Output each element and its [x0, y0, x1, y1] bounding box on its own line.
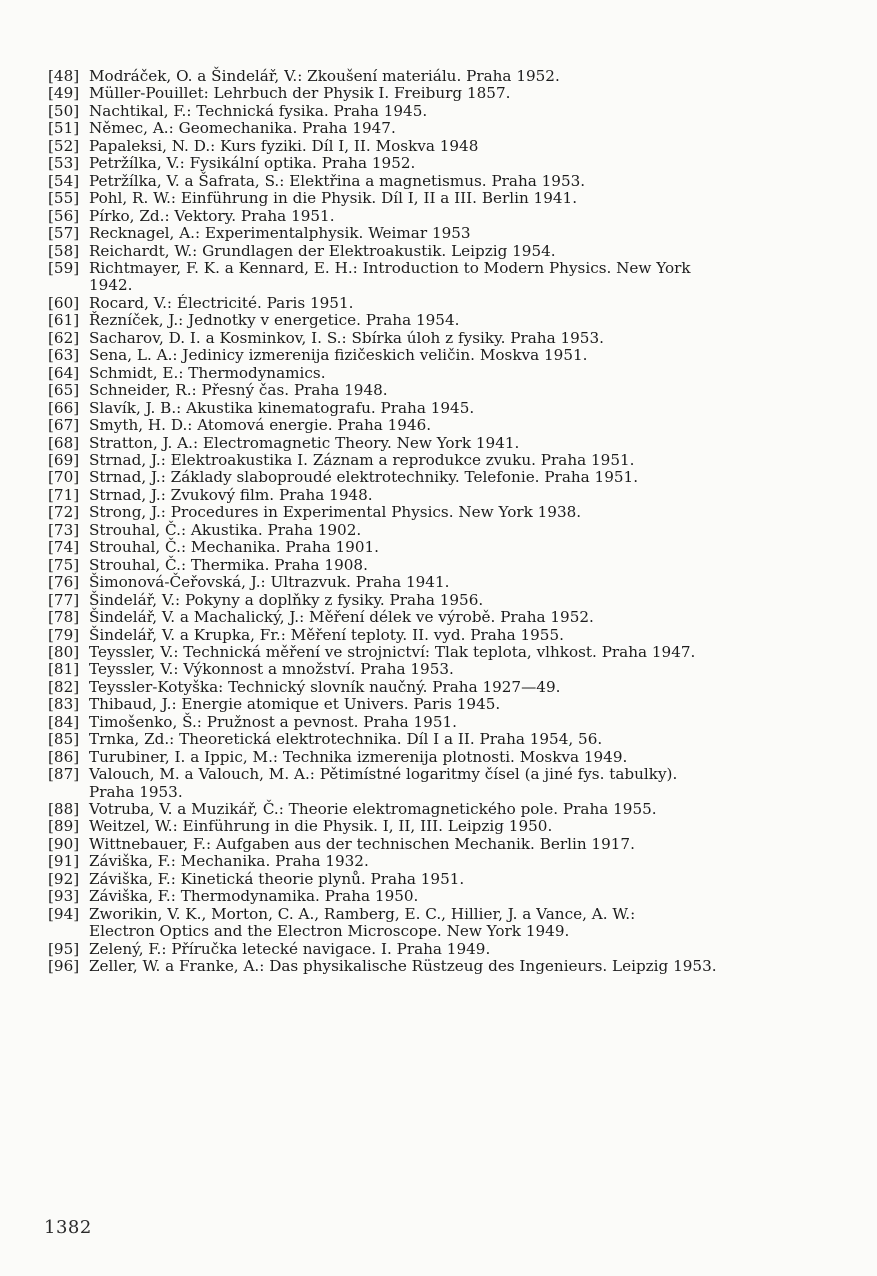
- reference-entry: [48, 190, 818, 207]
- reference-entry: [48, 103, 818, 120]
- reference-text: Strouhal, Č.: Thermika. Praha 1908.: [89, 555, 368, 574]
- reference-number: [54]: [48, 171, 80, 190]
- reference-entry: [48, 627, 818, 644]
- reference-entry: [48, 906, 818, 941]
- reference-text: Weitzel, W.: Einführung in die Physik. I, II, III. Leipzig 1950.: [89, 817, 553, 836]
- reference-text: Zeller, W. a Franke, A.: Das physikalische Rüstzeug des Ingenieurs. Leipzig 1953.: [89, 957, 717, 976]
- reference-entry: [48, 173, 818, 190]
- reference-entry: [48, 347, 818, 364]
- reference-number: [94]: [48, 904, 80, 923]
- reference-entry: [48, 818, 818, 835]
- reference-number: [86]: [48, 747, 80, 766]
- reference-text: Pohl, R. W.: Einführung in die Physik. Díl I, II a III. Berlin 1941.: [89, 189, 578, 208]
- reference-text: Richtmayer, F. K. a Kennard, E. H.: Introduction to Modern Physics. New York 1942.: [89, 258, 691, 295]
- reference-entry: [48, 731, 818, 748]
- reference-text: Müller-Pouillet: Lehrbuch der Physik I. Freiburg 1857.: [89, 84, 511, 103]
- reference-entry: [48, 504, 818, 521]
- reference-number: [57]: [48, 224, 80, 243]
- reference-text: Nachtikal, F.: Technická fysika. Praha 1945.: [89, 101, 428, 120]
- reference-text: Záviška, F.: Mechanika. Praha 1932.: [89, 852, 369, 871]
- reference-entry: [48, 958, 818, 975]
- reference-text: Pírko, Zd.: Vektory. Praha 1951.: [89, 206, 335, 225]
- reference-text: Strouhal, Č.: Mechanika. Praha 1901.: [89, 538, 380, 557]
- reference-entry: [48, 365, 818, 382]
- reference-number: [83]: [48, 695, 80, 714]
- reference-entry: [48, 609, 818, 626]
- reference-text: Wittnebauer, F.: Aufgaben aus der technischen Mechanik. Berlin 1917.: [89, 834, 635, 853]
- reference-text: Reichardt, W.: Grundlagen der Elektroakustik. Leipzig 1954.: [89, 241, 556, 260]
- reference-number: [80]: [48, 642, 80, 661]
- reference-number: [66]: [48, 398, 80, 417]
- reference-entry: [48, 574, 818, 591]
- reference-number: [92]: [48, 869, 80, 888]
- reference-entry: [48, 469, 818, 486]
- reference-number: [72]: [48, 503, 80, 522]
- reference-text: Sacharov, D. I. a Kosminkov, I. S.: Sbírka úloh z fysiky. Praha 1953.: [89, 328, 604, 347]
- reference-number: [63]: [48, 346, 80, 365]
- reference-text: Záviška, F.: Thermodynamika. Praha 1950.: [89, 887, 419, 906]
- reference-number: [59]: [48, 258, 80, 277]
- reference-text: Petržílka, V. a Šafrata, S.: Elektřina a magnetismus. Praha 1953.: [89, 171, 586, 190]
- reference-entry: [48, 853, 818, 870]
- reference-text: Valouch, M. a Valouch, M. A.: Pětimístné logaritmy čísel (a jiné fys. tabulky). Praha 1953.: [89, 765, 678, 801]
- reference-number: [69]: [48, 450, 80, 469]
- reference-number: [73]: [48, 520, 80, 539]
- reference-text: Strnad, J.: Elektroakustika I. Záznam a reprodukce zvuku. Praha 1951.: [89, 450, 635, 469]
- reference-text: Strong, J.: Procedures in Experimental Physics. New York 1938.: [89, 503, 582, 522]
- reference-number: [56]: [48, 206, 80, 225]
- reference-entry: [48, 487, 818, 504]
- reference-text: Trnka, Zd.: Theoretická elektrotechnika. Díl I a II. Praha 1954, 56.: [89, 730, 603, 749]
- reference-text: Zelený, F.: Příručka letecké navigace. I. Praha 1949.: [89, 939, 491, 958]
- reference-number: [75]: [48, 555, 80, 574]
- reference-number: [85]: [48, 730, 80, 749]
- reference-entry: [48, 417, 818, 434]
- reference-number: [55]: [48, 189, 80, 208]
- reference-text: Turubiner, I. a Ippic, M.: Technika izmerenija plotnosti. Moskva 1949.: [89, 747, 628, 766]
- reference-number: [93]: [48, 887, 80, 906]
- reference-number: [82]: [48, 677, 80, 696]
- reference-text: Sena, L. A.: Jedinicy izmerenija fizičeskich veličin. Moskva 1951.: [89, 346, 588, 365]
- reference-number: [64]: [48, 363, 80, 382]
- reference-number: [74]: [48, 538, 80, 557]
- reference-number: [50]: [48, 101, 80, 120]
- reference-number: [53]: [48, 154, 80, 173]
- reference-number: [84]: [48, 712, 80, 731]
- reference-number: [48]: [48, 67, 80, 85]
- reference-text: Šindelář, V.: Pokyny a doplňky z fysiky. Praha 1956.: [89, 590, 484, 609]
- reference-number: [68]: [48, 433, 80, 452]
- reference-entry: [48, 801, 818, 818]
- reference-text: Němec, A.: Geomechanika. Praha 1947.: [89, 119, 396, 138]
- reference-entry: [48, 260, 818, 295]
- reference-text: Teyssler, V.: Výkonnost a množství. Praha 1953.: [89, 660, 454, 679]
- reference-entry: [48, 679, 818, 696]
- reference-text: Slavík, J. B.: Akustika kinematografu. Praha 1945.: [89, 398, 475, 417]
- reference-text: Strouhal, Č.: Akustika. Praha 1902.: [89, 520, 362, 539]
- reference-entry: [48, 120, 818, 137]
- reference-text: Papaleksi, N. D.: Kurs fyziki. Díl I, II. Moskva 1948: [89, 136, 479, 155]
- reference-entry: [48, 766, 818, 801]
- reference-entry: [48, 85, 818, 102]
- reference-text: Thibaud, J.: Energie atomique et Univers. Paris 1945.: [89, 695, 501, 714]
- reference-entry: [48, 435, 818, 452]
- reference-entry: [48, 871, 818, 888]
- reference-number: [61]: [48, 311, 80, 330]
- reference-entry: [48, 68, 818, 85]
- reference-entry: [48, 696, 818, 713]
- reference-entry: [48, 400, 818, 417]
- reference-number: [89]: [48, 817, 80, 836]
- reference-number: [87]: [48, 765, 80, 784]
- reference-entry: [48, 539, 818, 556]
- reference-text: Teyssler, V.: Technická měření ve strojnictví: Tlak teplota, vlhkost. Praha 1947.: [89, 642, 696, 661]
- reference-text: Zworikin, V. K., Morton, C. A., Ramberg, E. C., Hillier, J. a Vance, A. W.: Electron Optics and the Electron Microscope. New York 1949.: [89, 904, 636, 941]
- reference-number: [96]: [48, 957, 80, 976]
- reference-entry: [48, 330, 818, 347]
- reference-entry: [48, 138, 818, 155]
- reference-text: Schneider, R.: Přesný čas. Praha 1948.: [89, 381, 388, 400]
- reference-text: Záviška, F.: Kinetická theorie plynů. Praha 1951.: [89, 869, 465, 888]
- reference-number: [77]: [48, 590, 80, 609]
- reference-entry: [48, 382, 818, 399]
- reference-text: Šindelář, V. a Machalický, J.: Měření délek ve výrobě. Praha 1952.: [89, 608, 594, 627]
- reference-entry: [48, 714, 818, 731]
- reference-entry: [48, 452, 818, 469]
- page-number: 1382: [44, 1217, 92, 1238]
- reference-text: Petržílka, V.: Fysikální optika. Praha 1952.: [89, 154, 416, 173]
- reference-text: Smyth, H. D.: Atomová energie. Praha 1946.: [89, 416, 432, 435]
- reference-number: [91]: [48, 852, 80, 871]
- reference-entry: [48, 836, 818, 853]
- reference-number: [65]: [48, 381, 80, 400]
- reference-entry: [48, 295, 818, 312]
- reference-number: [78]: [48, 608, 80, 627]
- reference-entry: [48, 312, 818, 329]
- reference-number: [71]: [48, 485, 80, 504]
- reference-text: Schmidt, E.: Thermodynamics.: [89, 363, 326, 382]
- reference-number: [62]: [48, 328, 80, 347]
- reference-entry: [48, 557, 818, 574]
- reference-entry: [48, 155, 818, 172]
- reference-number: [95]: [48, 939, 80, 958]
- reference-text: Řezníček, J.: Jednotky v energetice. Praha 1954.: [89, 311, 460, 330]
- reference-entry: [48, 888, 818, 905]
- reference-number: [67]: [48, 416, 80, 435]
- reference-number: [88]: [48, 800, 80, 819]
- reference-text: Modráček, O. a Šindelář, V.: Zkoušení materiálu. Praha 1952.: [89, 67, 560, 85]
- reference-text: Šimonová-Čeřovská, J.: Ultrazvuk. Praha 1941.: [89, 573, 450, 592]
- reference-number: [90]: [48, 834, 80, 853]
- reference-text: Timošenko, Š.: Pružnost a pevnost. Praha 1951.: [89, 712, 457, 731]
- reference-text: Teyssler-Kotyška: Technický slovník naučný. Praha 1927—49.: [89, 677, 561, 696]
- reference-text: Strnad, J.: Zvukový film. Praha 1948.: [89, 485, 373, 504]
- reference-number: [70]: [48, 468, 80, 487]
- reference-number: [60]: [48, 293, 80, 312]
- reference-entry: [48, 225, 818, 242]
- reference-text: Votruba, V. a Muzikář, Č.: Theorie elektromagnetického pole. Praha 1955.: [89, 800, 657, 819]
- reference-entry: [48, 243, 818, 260]
- reference-list: [48, 68, 818, 976]
- reference-number: [81]: [48, 660, 80, 679]
- reference-entry: [48, 644, 818, 661]
- reference-number: [76]: [48, 573, 80, 592]
- reference-entry: [48, 661, 818, 678]
- reference-number: [49]: [48, 84, 80, 103]
- reference-entry: [48, 522, 818, 539]
- reference-text: Stratton, J. A.: Electromagnetic Theory. New York 1941.: [89, 433, 520, 452]
- reference-text: Šindelář, V. a Krupka, Fr.: Měření teploty. II. vyd. Praha 1955.: [89, 625, 564, 644]
- reference-entry: [48, 941, 818, 958]
- reference-text: Recknagel, A.: Experimentalphysik. Weimar 1953: [89, 224, 471, 243]
- reference-text: Rocard, V.: Électricité. Paris 1951.: [89, 293, 354, 312]
- reference-entry: [48, 592, 818, 609]
- reference-number: [58]: [48, 241, 80, 260]
- reference-entry: [48, 749, 818, 766]
- reference-text: Strnad, J.: Základy slaboproudé elektrotechniky. Telefonie. Praha 1951.: [89, 468, 639, 487]
- reference-number: [79]: [48, 625, 80, 644]
- reference-number: [52]: [48, 136, 80, 155]
- reference-number: [51]: [48, 119, 80, 138]
- reference-entry: [48, 208, 818, 225]
